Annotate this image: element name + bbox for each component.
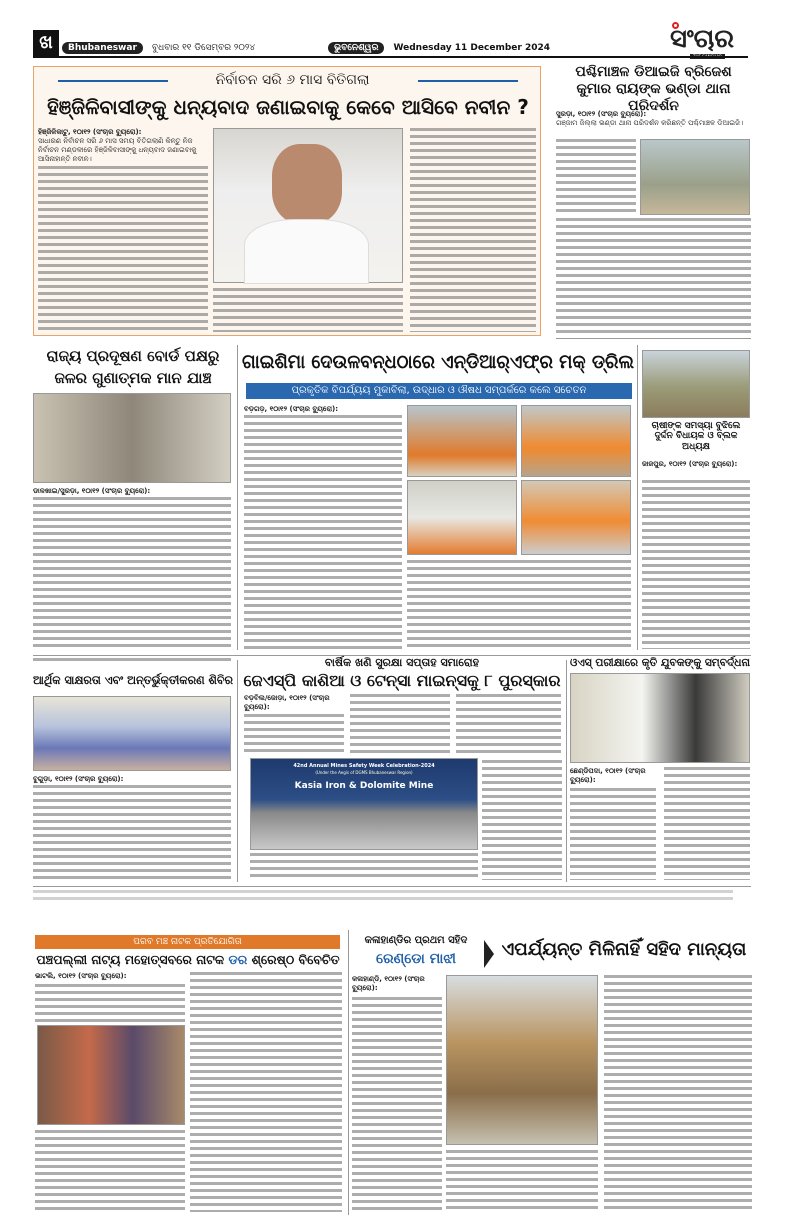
ndrf-headline-text: ଗାଇଶିମା ଦେଉଳବନ୍ଧଠାରେ ଏନ୍‌ଡିଆର୍‌ଏଫ୍‌ର ମକ୍ ଡ୍ରିଲ: [242, 351, 634, 373]
drama-headline-part: ଶ୍ରେଷ୍ଠ ବିବେଚିତ: [247, 952, 340, 967]
drama-headline: [35, 953, 341, 967]
right-top-snippet: ଗଞ୍ଜାମ ଜିଲ୍ଲା ଭଣ୍ଡା ଥାନା ପରିଦର୍ଶନ କରିଛନ୍ତି ପଶ୍ଚିମାଞ୍ଚଳ ଡିଆଇଜି।: [556, 119, 744, 127]
ose-headline-text: ଓଏସ୍ ପରୀକ୍ଷାରେ କୃତି ଯୁବକଙ୍କୁ ସମ୍ବର୍ଦ୍ଧନା: [570, 656, 750, 669]
martyr-kicker: [352, 935, 480, 947]
mines-dateline: ବଡ଼ବିଲ/ଜୋଡ଼ା, ୧୦ା୧୨ (ସଂଚାର ବ୍ୟୁରୋ):: [244, 694, 330, 711]
farmers-dateline: ଜାଜପୁର, ୧୦ା୧୨ (ସଂଚାର ବ୍ୟୁରୋ):: [642, 460, 738, 468]
ose-photo: [570, 673, 750, 763]
martyr-kicker-text: କଳାହାଣ୍ଡିର ପ୍ରଥମ ସହିଦ: [364, 935, 468, 946]
lead-dateline: ହିଞ୍ଜିଳିକାଟୁ, ୧୦ା୧୨ (ସଂଚାର ବ୍ୟୁରୋ):: [38, 128, 142, 136]
martyr-dateline: କଳାହାଣ୍ଡି, ୧୦ା୧୨ (ସଂଚାର ବ୍ୟୁରୋ):: [352, 975, 425, 992]
mines-headline-text: ଜେଏସ୍‌ପି କାଶିଆ ଓ ଟେନ୍ସା ମାଇନ୍ସକୁ ୮ ପୁରସ୍କାର: [243, 671, 561, 690]
mines-kicker: [240, 657, 564, 670]
mines-kicker-text: ବାର୍ଷିକ ଖଣି ସୁରକ୍ଷା ସପ୍ତାହ ସମାରୋହ: [324, 656, 480, 669]
photo-banner-3: Kasia Iron & Dolomite Mine: [294, 781, 434, 791]
ndrf-headline: [242, 352, 634, 374]
martyr-name-text: ରେଣ୍ଡୋ ମାଝୀ: [376, 951, 456, 967]
ndrf-dateline: ବଡ଼ଗଡ଼, ୧୦ା୧୨ (ସଂଚାର ବ୍ୟୁରୋ):: [244, 405, 339, 413]
header-left: [62, 35, 255, 54]
finance-headline: [33, 674, 233, 688]
martyr-headline: [496, 940, 752, 961]
drama-kicker: ପରବ ମଞ୍ଚ ନାଟକ ପ୍ରତିଯୋଗିତା: [35, 935, 340, 949]
finance-photo: [33, 696, 231, 771]
header-right: [328, 35, 550, 54]
logo-dot-icon: [672, 22, 679, 29]
lead-snippet: ସାଧାରଣ ନିର୍ବାଚନ ସରି ୬ ମାସ ସମୟ ବିତିଗଲାଣି କିନ୍ତୁ ନିଜ ନିର୍ବାଚନ ମଣ୍ଡଳୀରେ ହିଞ୍ଜିଳିବାସୀଙ୍କୁ ଧନ୍ୟବାଦ ଜଣାଇବାକୁ ଆସିନାହାନ୍ତି ନବୀନ।: [38, 137, 197, 163]
ndrf-photo-2: [521, 405, 631, 477]
mines-award-photo: [250, 758, 478, 850]
chevron-right-icon: [484, 940, 494, 968]
ndrf-photo-1: [407, 405, 517, 477]
lead-headline-text: ହିଞ୍ଜିଳିବାସୀଙ୍କୁ ଧନ୍ୟବାଦ ଜଣାଇବାକୁ କେବେ ଆସିବେ ନବୀନ ?: [47, 95, 529, 119]
drama-headline-part: ପଞ୍ଚପଲ୍ଲୀ ନାଟ୍ୟ ମହୋତ୍ସବରେ ନାଟକ: [36, 952, 229, 967]
photo-banner-2: (Under the Aegis of DGMS Bhubaneswar Region): [315, 770, 413, 775]
martyr-statue-photo: [446, 975, 598, 1145]
city-or: ଭୁବନେଶ୍ୱର: [328, 42, 384, 54]
right-top-headline: ପଶ୍ଚିମାଞ୍ଚଳ ଡିଆଇଜି ବ୍ରିଜେଶ କୁମାର ରାୟଙ୍କ ଭଣ୍ଡା ଥାନା ପରିଦର୍ଶନ: [575, 64, 732, 114]
naveen-photo: [213, 128, 403, 283]
ndrf-photo-3: [407, 480, 517, 555]
drama-photo: [37, 1025, 185, 1125]
ndrf-subtitle: ପ୍ରକୃତିକ ବିପର୍ଯ୍ୟୟ ମୁକାବିଲା, ଉଦ୍ଧାର ଓ ଔଷଧ ସମ୍ପର୍କରେ କଲେ ସଚେତନ: [246, 383, 632, 399]
drama-headline-line: [36, 953, 339, 967]
date-en: Wednesday 11 December 2024: [393, 43, 550, 53]
city-en: Bhubaneswar: [62, 42, 143, 54]
drama-title-highlight: ଡର: [228, 952, 248, 967]
page-letter: ଖ: [33, 30, 59, 56]
farmers-photo: [642, 350, 750, 418]
lead-headline: [38, 96, 538, 119]
ndrf-photo-4: [521, 480, 631, 555]
finance-headline-text: ଆର୍ଥିକ ସାକ୍ଷରତା ଏବଂ ଅନ୍ତର୍ଭୁକ୍ତୀକରଣ ଶିବିର: [33, 673, 233, 687]
date-or: ବୁଧବାର ୧୧ ଡିସେମ୍ବର ୨୦୨୪: [151, 43, 256, 53]
pollution-dateline: ଡାଳଖାଇ/ସୁରଡ଼ା, ୧୦ା୧୨ (ସଂଚାର ବ୍ୟୁରୋ):: [33, 487, 151, 495]
pollution-headline: ରାଜ୍ୟ ପ୍ରଦୂଷଣ ବୋର୍ଡ ପକ୍ଷରୁ ଜଳର ଗୁଣାତ୍ମକ ମାନ ଯାଞ୍ଚ: [46, 347, 220, 387]
martyr-name: [352, 951, 480, 967]
right-top-dateline: ସୁରଡ଼ା, ୧୦ା୧୨ (ସଂଚାର ବ୍ୟୁରୋ):: [556, 110, 647, 118]
martyr-headline-text: ଏପର୍ଯ୍ୟନ୍ତ ମିଳିନାହିଁ ସହିଦ ମାନ୍ୟତା: [501, 939, 747, 960]
pollution-photo: [33, 393, 231, 483]
lead-kicker: [170, 72, 415, 88]
finance-dateline: ବୁଗୁଡ଼ା, ୧୦ା୧୨ (ସଂଚାର ବ୍ୟୁରୋ):: [33, 775, 124, 783]
drama-dateline: ଭାଟଲି, ୧୦ା୧୨ (ସଂଚାର ବ୍ୟୁରୋ):: [35, 972, 127, 980]
photo-banner-1: 42nd Annual Mines Safety Week Celebration-2024: [293, 763, 435, 769]
lead-kicker-text: ନିର୍ବାଚନ ସରି ୬ ମାସ ବିତିଗଲା: [215, 72, 370, 88]
mines-headline: [240, 672, 564, 690]
logo: ସଂଚାର: [670, 24, 735, 54]
ose-dateline: ଛେଣ୍ଡିପଦା, ୧୦ା୧୨ (ସଂଚାର ବ୍ୟୁରୋ):: [570, 767, 646, 784]
farmers-headline: ଚାଷୀଙ୍କ ସମସ୍ୟା ବୁଝିଲେ ଦୁର୍ଦ୍ଦନ ବିଧାୟକ ଓ ବ୍ଲକ ଅଧ୍ୟକ୍ଷ: [651, 421, 741, 452]
dig-photo: [640, 139, 750, 215]
ose-headline: [570, 657, 750, 670]
